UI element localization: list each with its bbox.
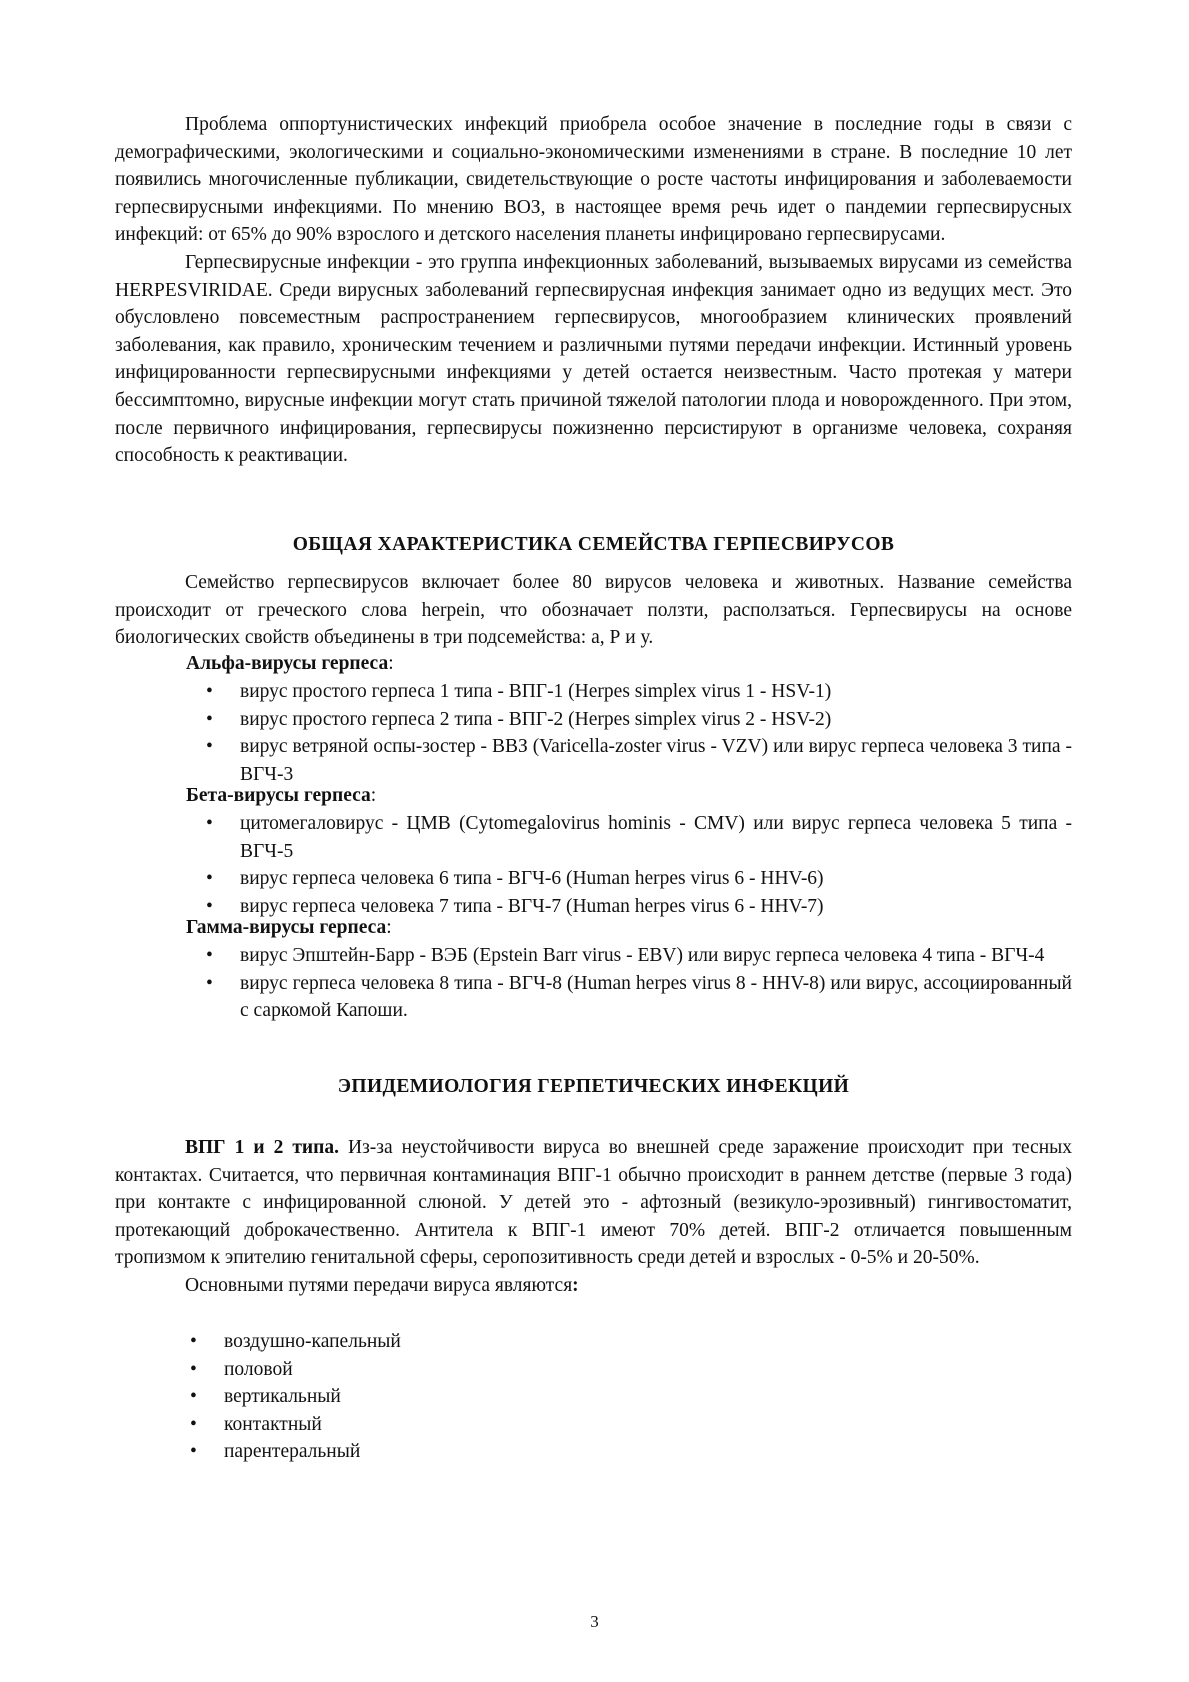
beta-list <box>206 810 1072 920</box>
intro-paragraph-2: Герпесвирусные инфекции - это группа инфекционных заболеваний, вызываемых вирусами из семейства HERPESVIRIDAE. Среди вирусных заболеваний герпесвирусная инфекция занимает одно из ведущих мест. Это обусловлено повсеместным распространением герпесвирусов, многообразием клинических проявлений заболевания, как правило, хроническим течением и различными путями передачи инфекции. Истинный уровень инфицированности герпесвирусными инфекциями у детей остается неизвестным. Часто протекая у матери бессимптомно, вирусные инфекции могут стать причиной тяжелой патологии плода и новорожденного. При этом, после первичного инфицирования, герпесвирусы пожизненно персистируют в организме человека, сохраняя способность к реактивации. <box>115 251 1072 467</box>
list-item: • вирус герпеса человека 7 типа - ВГЧ-7 (Human herpes virus 6 - HHV-7) <box>206 893 1072 921</box>
page-number: 3 <box>590 1612 599 1631</box>
list-item: • вирус герпеса человека 6 типа - ВГЧ-6 (Human herpes virus 6 - HHV-6) <box>206 865 1072 893</box>
routes-list <box>190 1328 690 1466</box>
family-paragraph: Семейство герпесвирусов включает более 80 вирусов человека и животных. Название семейства происходит от греческого слова herpein, что обозначает ползти, расползаться. Герпесвирусы на основе биологических свойств объединены в три подсемейства: а, Р и у. <box>115 572 1072 649</box>
alpha-title: Альфа-вирусы герпеса <box>186 653 389 674</box>
epidemiology-text: Из-за неустойчивости вируса во внешней среде заражение происходит при тесных контактах. Считается, что первичная контаминация ВПГ-1 обычно происходит в раннем детстве (первые 3 года) при контакте с инфицированной слюной. У детей это - афтозный (везикуло-эрозивный) гингивостоматит, протекающий доброкачественно. Антитела к ВПГ-1 имеют 70% детей. ВПГ-2 отличается повышенным тропизмом к эпителию генитальной сферы, серопозитивность среди детей и взрослых - 0-5% и 20-50%. <box>115 1137 1073 1269</box>
alpha-subheading: Альфа-вирусы герпеса: <box>186 653 394 674</box>
list-item: • вирус ветряной оспы-зостер - ВВЗ (Varicella-zoster virus - VZV) или вирус герпеса человека 3 типа - ВГЧ-3 <box>206 733 1072 788</box>
routes-intro: Основными путями передачи вируса являются: <box>185 1274 579 1296</box>
epidemiology-paragraph <box>115 1134 1072 1272</box>
epidemiology-lead: ВПГ 1 и 2 типа. <box>185 1137 339 1158</box>
list-item: • вирус герпеса человека 8 типа - ВГЧ-8 (Human herpes virus 8 - HHV-8) или вирус, ассоциированный с саркомой Капоши. <box>206 970 1072 1025</box>
beta-subheading: Бета-вирусы герпеса: <box>186 785 377 806</box>
list-item: • половой <box>190 1356 690 1384</box>
beta-title: Бета-вирусы герпеса <box>186 785 371 806</box>
gamma-title: Гамма-вирусы герпеса <box>186 917 387 938</box>
routes-intro-text: Основными путями передачи вируса являются <box>185 1274 573 1296</box>
alpha-list <box>206 678 1072 788</box>
list-item: • вертикальный <box>190 1383 690 1411</box>
list-item: • контактный <box>190 1411 690 1439</box>
section-heading-epidemiology: ЭПИДЕМИОЛОГИЯ ГЕРПЕТИЧЕСКИХ ИНФЕКЦИЙ <box>337 1076 850 1097</box>
list-item: • воздушно-капельный <box>190 1328 690 1356</box>
list-item: • вирус простого герпеса 1 типа - ВПГ-1 (Herpes simplex virus 1 - HSV-1) <box>206 678 1072 706</box>
section-heading-general: ОБЩАЯ ХАРАКТЕРИСТИКА СЕМЕЙСТВА ГЕРПЕСВИРУСОВ <box>292 534 895 555</box>
list-item: • вирус простого герпеса 2 типа - ВПГ-2 (Herpes simplex virus 2 - HSV-2) <box>206 706 1072 734</box>
gamma-list <box>206 942 1072 1025</box>
intro-paragraph-1: Проблема оппортунистических инфекций приобрела особое значение в последние годы в связи с демографическими, экологическими и социально-экономическими изменениями в стране. В последние 10 лет появились многочисленные публикации, свидетельствующие о росте частоты инфицирования и заболеваемости герпесвирусными инфекциями. По мнению ВОЗ, в настоящее время речь идет о пандемии герпесвирусных инфекций: от 65% до 90% взрослого и детского населения планеты инфицировано герпесвирусами. <box>115 114 1072 246</box>
gamma-subheading: Гамма-вирусы герпеса: <box>186 917 392 938</box>
list-item: • парентеральный <box>190 1438 690 1466</box>
list-item: • вирус Эпштейн-Барр - ВЭБ (Epstein Barr virus - EBV) или вирус герпеса человека 4 типа - ВГЧ-4 <box>206 942 1072 970</box>
intro-block <box>115 111 1072 470</box>
epidemiology-block <box>115 1134 1072 1300</box>
family-description <box>115 569 1072 652</box>
list-item: • цитомегаловирус - ЦМВ (Cytomegalovirus hominis - CMV) или вирус герпеса человека 5 типа - ВГЧ-5 <box>206 810 1072 865</box>
